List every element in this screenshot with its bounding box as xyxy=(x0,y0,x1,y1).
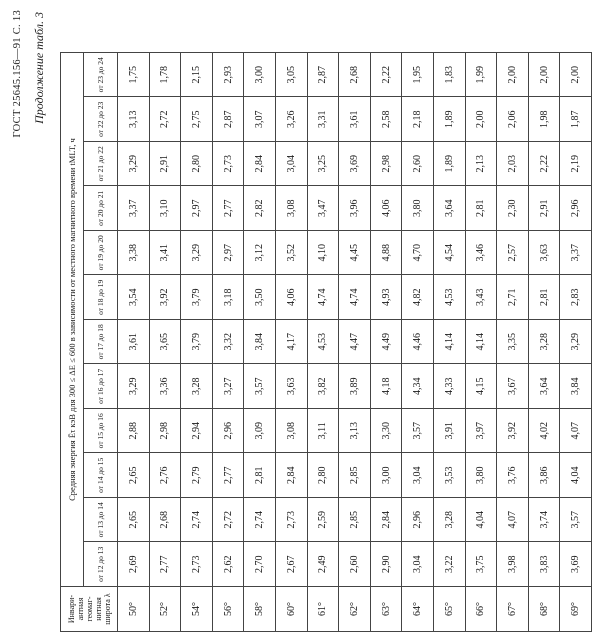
page-header-area xyxy=(0,0,60,638)
value-cell: 1,99 xyxy=(465,53,497,98)
value-cell: 2,65 xyxy=(118,453,150,498)
value-cell: 3,41 xyxy=(149,231,181,276)
value-cell: 2,30 xyxy=(497,186,529,231)
value-cell: 2,90 xyxy=(370,542,402,587)
value-cell: 2,94 xyxy=(181,409,213,454)
value-cell: 2,00 xyxy=(560,53,592,98)
value-cell: 2,79 xyxy=(181,453,213,498)
latitude-cell: 66° xyxy=(465,587,497,632)
energy-table xyxy=(60,52,592,632)
value-cell: 4,74 xyxy=(339,275,371,320)
value-cell: 3,57 xyxy=(402,409,434,454)
value-cell: 3,09 xyxy=(244,409,276,454)
value-cell: 4,49 xyxy=(370,320,402,365)
value-cell: 2,68 xyxy=(149,498,181,543)
value-cell: 4,34 xyxy=(402,364,434,409)
value-cell: 3,10 xyxy=(149,186,181,231)
value-cell: 4,54 xyxy=(433,231,465,276)
value-cell: 2,83 xyxy=(560,275,592,320)
value-cell: 2,13 xyxy=(465,142,497,187)
value-cell: 2,76 xyxy=(149,453,181,498)
table-row xyxy=(118,53,150,632)
value-cell: 2,72 xyxy=(212,498,244,543)
value-cell: 2,71 xyxy=(497,275,529,320)
value-cell: 2,96 xyxy=(560,186,592,231)
value-cell: 3,29 xyxy=(560,320,592,365)
page-header: ГОСТ 25645.156—91 С. 13 xyxy=(12,10,23,138)
value-cell: 2,70 xyxy=(244,542,276,587)
value-cell: 2,00 xyxy=(465,97,497,142)
value-cell: 2,58 xyxy=(370,97,402,142)
value-cell: 2,03 xyxy=(497,142,529,187)
value-cell: 2,85 xyxy=(339,498,371,543)
value-cell: 2,72 xyxy=(149,97,181,142)
value-cell: 3,54 xyxy=(118,275,150,320)
value-cell: 3,80 xyxy=(465,453,497,498)
range-header: от 15 до 16 xyxy=(84,409,118,454)
value-cell: 2,98 xyxy=(370,142,402,187)
value-cell: 3,74 xyxy=(528,498,560,543)
value-cell: 3,89 xyxy=(339,364,371,409)
value-cell: 3,43 xyxy=(465,275,497,320)
value-cell: 3,28 xyxy=(528,320,560,365)
latitude-cell: 68° xyxy=(528,587,560,632)
latitude-header: Инвари-антная геомаг-нитная широта λ xyxy=(61,587,118,632)
range-header: от 16 до 17 xyxy=(84,364,118,409)
range-header: от 14 до 15 xyxy=(84,453,118,498)
value-cell: 4,53 xyxy=(433,275,465,320)
value-cell: 3,29 xyxy=(118,142,150,187)
table-caption: Средняя энергия Ēτ кэВ для 300 ≤ ΔE ≤ 600 в зависимости от местного магнитного времени tMLT, ч xyxy=(61,53,84,587)
value-cell: 2,84 xyxy=(275,453,307,498)
table-row xyxy=(465,53,497,632)
latitude-cell: 60° xyxy=(275,587,307,632)
value-cell: 3,75 xyxy=(465,542,497,587)
value-cell: 3,63 xyxy=(528,231,560,276)
value-cell: 3,69 xyxy=(339,142,371,187)
value-cell: 2,91 xyxy=(528,186,560,231)
value-cell: 2,59 xyxy=(307,498,339,543)
table-row xyxy=(370,53,402,632)
value-cell: 2,74 xyxy=(181,498,213,543)
table-row xyxy=(339,53,371,632)
value-cell: 3,57 xyxy=(244,364,276,409)
latitude-cell: 62° xyxy=(339,587,371,632)
value-cell: 2,80 xyxy=(181,142,213,187)
value-cell: 4,53 xyxy=(307,320,339,365)
value-cell: 3,98 xyxy=(497,542,529,587)
range-header: от 13 до 14 xyxy=(84,498,118,543)
value-cell: 2,00 xyxy=(497,53,529,98)
value-cell: 4,04 xyxy=(560,453,592,498)
value-cell: 4,46 xyxy=(402,320,434,365)
latitude-cell: 52° xyxy=(149,587,181,632)
latitude-cell: 58° xyxy=(244,587,276,632)
value-cell: 4,93 xyxy=(370,275,402,320)
table-row xyxy=(497,53,529,632)
value-cell: 2,81 xyxy=(528,275,560,320)
value-cell: 4,04 xyxy=(465,498,497,543)
value-cell: 3,07 xyxy=(244,97,276,142)
value-cell: 3,22 xyxy=(433,542,465,587)
table-row xyxy=(560,53,592,632)
value-cell: 4,70 xyxy=(402,231,434,276)
value-cell: 2,62 xyxy=(212,542,244,587)
value-cell: 4,06 xyxy=(275,275,307,320)
value-cell: 3,32 xyxy=(212,320,244,365)
value-cell: 3,79 xyxy=(181,320,213,365)
value-cell: 3,64 xyxy=(433,186,465,231)
value-cell: 2,67 xyxy=(275,542,307,587)
value-cell: 3,46 xyxy=(465,231,497,276)
value-cell: 3,69 xyxy=(560,542,592,587)
latitude-cell: 56° xyxy=(212,587,244,632)
value-cell: 2,60 xyxy=(339,542,371,587)
value-cell: 3,65 xyxy=(149,320,181,365)
latitude-cell: 64° xyxy=(402,587,434,632)
value-cell: 2,77 xyxy=(149,542,181,587)
table-body xyxy=(118,53,592,632)
latitude-cell: 54° xyxy=(181,587,213,632)
value-cell: 2,69 xyxy=(118,542,150,587)
value-cell: 3,11 xyxy=(307,409,339,454)
value-cell: 3,29 xyxy=(118,364,150,409)
value-cell: 2,91 xyxy=(149,142,181,187)
value-cell: 3,04 xyxy=(402,453,434,498)
table-row xyxy=(528,53,560,632)
value-cell: 4,07 xyxy=(497,498,529,543)
value-cell: 4,14 xyxy=(465,320,497,365)
value-cell: 4,17 xyxy=(275,320,307,365)
value-cell: 2,73 xyxy=(212,142,244,187)
value-cell: 3,92 xyxy=(149,275,181,320)
value-cell: 2,75 xyxy=(181,97,213,142)
value-cell: 3,92 xyxy=(497,409,529,454)
value-cell: 3,96 xyxy=(339,186,371,231)
value-cell: 3,27 xyxy=(212,364,244,409)
value-cell: 3,64 xyxy=(528,364,560,409)
value-cell: 2,15 xyxy=(181,53,213,98)
value-cell: 2,97 xyxy=(181,186,213,231)
value-cell: 2,88 xyxy=(118,409,150,454)
value-cell: 2,96 xyxy=(212,409,244,454)
value-cell: 3,12 xyxy=(244,231,276,276)
value-cell: 3,61 xyxy=(339,97,371,142)
value-cell: 2,73 xyxy=(181,542,213,587)
value-cell: 3,52 xyxy=(275,231,307,276)
value-cell: 1,95 xyxy=(402,53,434,98)
value-cell: 4,15 xyxy=(465,364,497,409)
latitude-cell: 65° xyxy=(433,587,465,632)
value-cell: 2,87 xyxy=(212,97,244,142)
value-cell: 1,98 xyxy=(528,97,560,142)
value-cell: 3,00 xyxy=(370,453,402,498)
value-cell: 2,96 xyxy=(402,498,434,543)
value-cell: 2,06 xyxy=(497,97,529,142)
value-cell: 3,37 xyxy=(118,186,150,231)
latitude-cell: 69° xyxy=(560,587,592,632)
value-cell: 2,57 xyxy=(497,231,529,276)
value-cell: 3,84 xyxy=(560,364,592,409)
range-header: от 12 до 13 xyxy=(84,542,118,587)
value-cell: 3,53 xyxy=(433,453,465,498)
value-cell: 3,82 xyxy=(307,364,339,409)
value-cell: 2,22 xyxy=(370,53,402,98)
value-cell: 2,00 xyxy=(528,53,560,98)
value-cell: 3,00 xyxy=(244,53,276,98)
value-cell: 1,78 xyxy=(149,53,181,98)
value-cell: 3,83 xyxy=(528,542,560,587)
value-cell: 2,87 xyxy=(307,53,339,98)
table-row xyxy=(307,53,339,632)
value-cell: 4,33 xyxy=(433,364,465,409)
range-header-row xyxy=(84,53,118,632)
value-cell: 3,67 xyxy=(497,364,529,409)
value-cell: 3,36 xyxy=(149,364,181,409)
value-cell: 3,38 xyxy=(118,231,150,276)
value-cell: 2,98 xyxy=(149,409,181,454)
value-cell: 4,45 xyxy=(339,231,371,276)
value-cell: 3,57 xyxy=(560,498,592,543)
value-cell: 2,93 xyxy=(212,53,244,98)
value-cell: 2,68 xyxy=(339,53,371,98)
latitude-cell: 67° xyxy=(497,587,529,632)
value-cell: 3,97 xyxy=(465,409,497,454)
table-row xyxy=(402,53,434,632)
value-cell: 3,08 xyxy=(275,409,307,454)
table-row xyxy=(433,53,465,632)
value-cell: 3,30 xyxy=(370,409,402,454)
value-cell: 1,87 xyxy=(560,97,592,142)
value-cell: 2,97 xyxy=(212,231,244,276)
table-row xyxy=(149,53,181,632)
range-header: от 20 до 21 xyxy=(84,186,118,231)
value-cell: 2,60 xyxy=(402,142,434,187)
continuation-label: Продолжение табл. 3 xyxy=(32,12,46,124)
value-cell: 3,91 xyxy=(433,409,465,454)
value-cell: 3,13 xyxy=(339,409,371,454)
range-header: от 17 до 18 xyxy=(84,320,118,365)
value-cell: 4,14 xyxy=(433,320,465,365)
value-cell: 3,05 xyxy=(275,53,307,98)
value-cell: 2,19 xyxy=(560,142,592,187)
value-cell: 2,22 xyxy=(528,142,560,187)
value-cell: 2,82 xyxy=(244,186,276,231)
range-header: от 23 до 24 xyxy=(84,53,118,98)
value-cell: 4,82 xyxy=(402,275,434,320)
value-cell: 4,74 xyxy=(307,275,339,320)
value-cell: 2,49 xyxy=(307,542,339,587)
value-cell: 3,63 xyxy=(275,364,307,409)
value-cell: 2,65 xyxy=(118,498,150,543)
value-cell: 3,31 xyxy=(307,97,339,142)
value-cell: 3,37 xyxy=(560,231,592,276)
value-cell: 3,50 xyxy=(244,275,276,320)
value-cell: 2,85 xyxy=(339,453,371,498)
value-cell: 3,13 xyxy=(118,97,150,142)
value-cell: 2,18 xyxy=(402,97,434,142)
value-cell: 2,77 xyxy=(212,453,244,498)
value-cell: 3,28 xyxy=(181,364,213,409)
value-cell: 3,04 xyxy=(402,542,434,587)
value-cell: 1,75 xyxy=(118,53,150,98)
value-cell: 4,02 xyxy=(528,409,560,454)
range-header: от 22 до 23 xyxy=(84,97,118,142)
value-cell: 4,06 xyxy=(370,186,402,231)
value-cell: 4,18 xyxy=(370,364,402,409)
value-cell: 1,89 xyxy=(433,142,465,187)
value-cell: 3,61 xyxy=(118,320,150,365)
value-cell: 3,35 xyxy=(497,320,529,365)
value-cell: 2,74 xyxy=(244,498,276,543)
table-row xyxy=(181,53,213,632)
value-cell: 2,84 xyxy=(244,142,276,187)
value-cell: 2,81 xyxy=(244,453,276,498)
table-row xyxy=(244,53,276,632)
range-header: от 18 до 19 xyxy=(84,275,118,320)
value-cell: 3,28 xyxy=(433,498,465,543)
range-header: от 19 до 20 xyxy=(84,231,118,276)
value-cell: 3,76 xyxy=(497,453,529,498)
range-header: от 21 до 22 xyxy=(84,142,118,187)
value-cell: 1,83 xyxy=(433,53,465,98)
value-cell: 4,07 xyxy=(560,409,592,454)
value-cell: 3,18 xyxy=(212,275,244,320)
value-cell: 3,79 xyxy=(181,275,213,320)
latitude-cell: 63° xyxy=(370,587,402,632)
latitude-cell: 61° xyxy=(307,587,339,632)
value-cell: 3,25 xyxy=(307,142,339,187)
value-cell: 2,80 xyxy=(307,453,339,498)
value-cell: 1,89 xyxy=(433,97,465,142)
table-row xyxy=(275,53,307,632)
table-row xyxy=(212,53,244,632)
value-cell: 3,86 xyxy=(528,453,560,498)
value-cell: 4,10 xyxy=(307,231,339,276)
value-cell: 4,88 xyxy=(370,231,402,276)
value-cell: 2,73 xyxy=(275,498,307,543)
value-cell: 3,80 xyxy=(402,186,434,231)
value-cell: 2,77 xyxy=(212,186,244,231)
latitude-cell: 50° xyxy=(118,587,150,632)
value-cell: 3,47 xyxy=(307,186,339,231)
value-cell: 3,08 xyxy=(275,186,307,231)
value-cell: 3,04 xyxy=(275,142,307,187)
value-cell: 2,84 xyxy=(370,498,402,543)
value-cell: 3,29 xyxy=(181,231,213,276)
value-cell: 3,26 xyxy=(275,97,307,142)
value-cell: 3,84 xyxy=(244,320,276,365)
value-cell: 2,81 xyxy=(465,186,497,231)
value-cell: 4,47 xyxy=(339,320,371,365)
